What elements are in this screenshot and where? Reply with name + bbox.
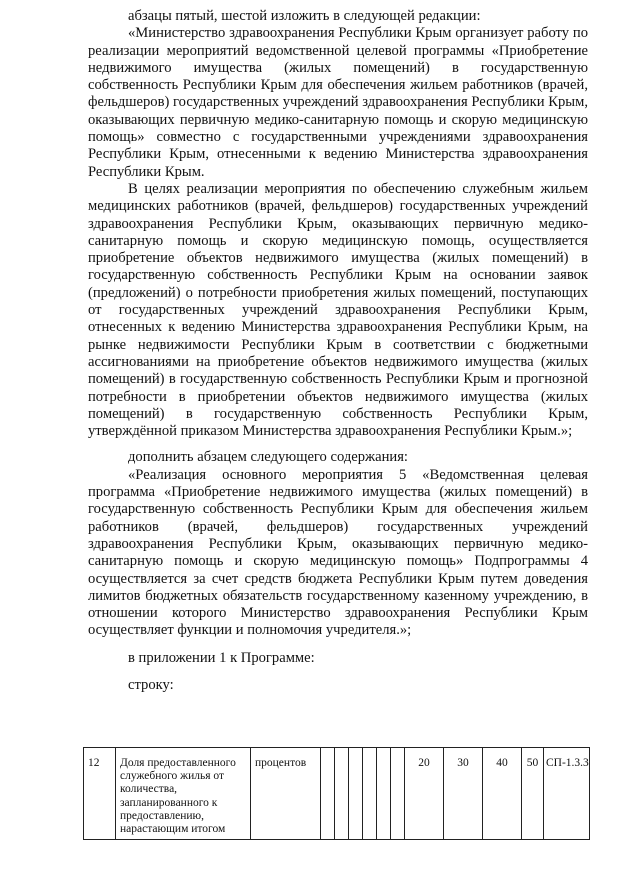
document-body (88, 8, 588, 694)
indicator-table (83, 747, 590, 840)
row-number-cell: 12 (84, 748, 116, 840)
value-cell: 20 (405, 748, 444, 840)
value-cell: 40 (483, 748, 522, 840)
paragraph-row-label: строку: (128, 676, 174, 693)
paragraph-supplement: дополнить абзацем следующего содержания: (128, 449, 408, 466)
empty-cell (391, 748, 405, 840)
paragraph-funding: «Реализация основного мероприятия 5 «Ведомственная целевая программа «Приобретение недвижимого имущества (жилых помещений) в государственную собственность Республики Крым для обеспечения жильем работников (врачей, фельдшеров) государственных учреждений здравоохранения Республики Крым, оказывающих первичную медико-санитарную помощь и скорую медицинскую помощь» Подпрограммы 4 осуществляется за счет средств бюджета Республики Крым путем доведения лимитов бюджетных обязательств государственному казенному учреждению, в отношении которого Министерство здравоохранения Республики Крым осуществляет функции и полномочия учредителя.»; (88, 466, 588, 639)
value-cell: 30 (444, 748, 483, 840)
paragraph-implementation-purpose: В целях реализации мероприятия по обеспечению служебным жильем медицинских работников (врачей, фельдшеров) государственных учреждений здравоохранения Республики Крым, оказывающих первичную медико-санитарную помощь и скорую медицинскую помощь, осуществляется приобретение объектов недвижимого имущества (жилых помещений) в государственную собственность Республики Крым на основании заявок (предложений) о потребности приобретения жилых помещений, поступающих от государственных учреждений здравоохранения Республики Крым, отнесенных к ведению Министерства здравоохранения Республики Крым, на рынке недвижимости Республики Крым в соответствии с бюджетными ассигнованиями на приобретение объектов недвижимого имущества (жилых помещений) в государственную собственность Республики Крым и прогнозной потребности в приобретении объектов недвижимого имущества (жилых помещений) в государственную собственность Республики Крым, утверждённой приказом Министерства здравоохранения Республики Крым.»; (88, 180, 588, 440)
code-cell: СП-1.3.3 (544, 748, 590, 840)
empty-cell (377, 748, 391, 840)
empty-cell (335, 748, 349, 840)
indicator-name-cell: Доля предоставленного служебного жилья от количества, запланированного к предоставлению, нарастающим итогом (116, 748, 251, 840)
value-cell: 50 (522, 748, 544, 840)
paragraph-ministry-organizes: «Министерство здравоохранения Республики Крым организует работу по реализации мероприятий ведомственной целевой программы «Приобретение недвижимого имущества (жилых помещений) в государственную собственность Республики Крым для обеспечения жильем работников (врачей, фельдшеров) государственных учреждений здравоохранения Республики Крым, оказывающих первичную медико-санитарную помощь и скорую медицинскую помощь» совместно с государственными учреждениями здравоохранения Республики Крым, отнесенными к ведению Министерства здравоохранения Республики Крым. (88, 25, 588, 180)
paragraph-appendix: в приложении 1 к Программе: (128, 649, 315, 666)
empty-cell (349, 748, 363, 840)
table-row (84, 748, 590, 840)
unit-cell: процентов (251, 748, 321, 840)
empty-cell (363, 748, 377, 840)
empty-cell (321, 748, 335, 840)
paragraph-intro: абзацы пятый, шестой изложить в следующей редакции: (128, 8, 481, 24)
